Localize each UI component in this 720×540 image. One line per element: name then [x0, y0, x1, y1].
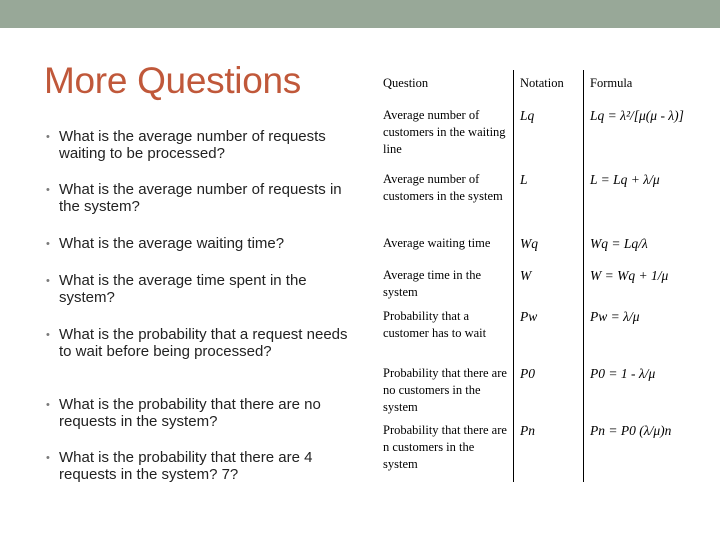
- bullet-item: [46, 236, 364, 253]
- bullet-dot-icon: •: [46, 452, 50, 464]
- bullet-text: What is the average number of requests in the system?: [59, 181, 342, 215]
- table-row: [377, 166, 718, 230]
- bullet-item: [46, 327, 364, 360]
- question-cell: Average time in the system: [377, 262, 514, 303]
- bullet-dot-icon: •: [46, 399, 50, 411]
- header-formula: Formula: [590, 76, 633, 90]
- table-row: [377, 230, 718, 262]
- bullet-text: What is the average number of requests waiting to be processed?: [59, 128, 326, 162]
- slide-title: More Questions: [44, 60, 301, 101]
- formula-cell: Wq = Lq/λ: [590, 236, 648, 251]
- notation-cell: P0: [514, 360, 584, 417]
- question-cell: Average waiting time: [377, 230, 514, 262]
- notation-cell: Lq: [514, 102, 584, 166]
- question-cell: Probability that there are no customers in the system: [377, 360, 514, 417]
- bullet-text: What is the average time spent in the system?: [59, 272, 307, 306]
- notation-cell: Wq: [514, 230, 584, 262]
- table-header-row: [377, 70, 718, 102]
- bullet-item: [46, 397, 364, 430]
- bullet-text: What is the probability that there are 4 requests in the system? 7?: [59, 449, 313, 483]
- bullet-text: What is the average waiting time?: [59, 235, 285, 252]
- formula-table: [377, 70, 718, 482]
- bullet-dot-icon: •: [46, 329, 50, 341]
- header-question: Question: [377, 70, 514, 102]
- bullet-item: [46, 273, 364, 306]
- formula-cell: Pn = P0 (λ/μ)n: [590, 423, 672, 438]
- bullet-dot-icon: •: [46, 238, 50, 250]
- notation-cell: L: [514, 166, 584, 230]
- question-cell: Probability that there are n customers in the system: [377, 417, 514, 482]
- bullet-item: [46, 129, 364, 162]
- question-cell: Probability that a customer has to wait: [377, 303, 514, 360]
- bullet-dot-icon: •: [46, 275, 50, 287]
- formula-cell: Pw = λ/μ: [590, 309, 640, 324]
- notation-cell: Pn: [514, 417, 584, 482]
- table-row: [377, 303, 718, 360]
- question-cell: Average number of customers in the waiting line: [377, 102, 514, 166]
- bullet-dot-icon: •: [46, 131, 50, 143]
- notation-cell: W: [514, 262, 584, 303]
- notation-cell: Pw: [514, 303, 584, 360]
- table-row: [377, 360, 718, 417]
- bullet-item: [46, 450, 364, 483]
- formula-cell: W = Wq + 1/μ: [590, 268, 669, 283]
- table-row: [377, 417, 718, 482]
- question-cell: Average number of customers in the system: [377, 166, 514, 230]
- bullet-text: What is the probability that there are no requests in the system?: [59, 396, 321, 430]
- header-notation: Notation: [514, 70, 584, 102]
- table-row: [377, 102, 718, 166]
- table-row: [377, 262, 718, 303]
- formula-cell: P0 = 1 - λ/μ: [590, 366, 656, 381]
- bullet-item: [46, 182, 364, 215]
- formula-cell: L = Lq + λ/μ: [590, 172, 660, 187]
- formula-cell: Lq = λ²/[μ(μ - λ)]: [590, 108, 684, 123]
- bullet-dot-icon: •: [46, 184, 50, 196]
- bullet-text: What is the probability that a request needs to wait before being processed?: [59, 326, 348, 360]
